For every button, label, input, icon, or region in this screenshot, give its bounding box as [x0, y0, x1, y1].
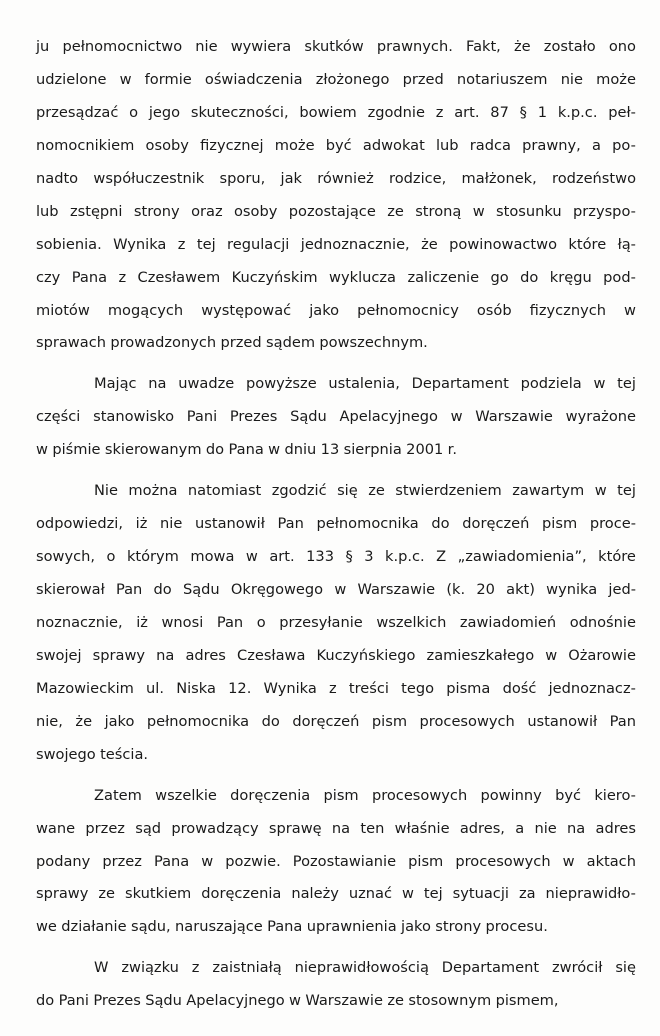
- text-line: swojego teścia.: [36, 745, 149, 763]
- text-line: nie, że jako pełnomocnika do doręczeń pism procesowych ustanowił Pan: [36, 712, 636, 730]
- text-line: w piśmie skierowanym do Pana w dniu 13 sierpnia 2001 r.: [36, 441, 457, 459]
- paragraph: [36, 780, 636, 945]
- text-line: W związku z zaistniałą nieprawidłowością Departament zwrócił się: [94, 959, 636, 977]
- text-line: sprawy ze skutkiem doręczenia należy uznać w tej sytuacji za nieprawidło-: [36, 885, 636, 903]
- text-line: udzielone w formie oświadczenia złożonego przed notariuszem nie może: [36, 70, 636, 88]
- text-line: nomocnikiem osoby fizycznej może być adwokat lub radca prawny, a po-: [36, 136, 636, 154]
- text-line: podany przez Pana w pozwie. Pozostawianie pism procesowych w aktach: [36, 852, 636, 870]
- text-line: sowych, o którym mowa w art. 133 § 3 k.p.c. Z „zawiadomienia”, które: [36, 548, 636, 566]
- text-line: wane przez sąd prowadzący sprawę na ten właśnie adres, a nie na adres: [36, 819, 636, 837]
- paragraph: [36, 31, 636, 360]
- text-line: sobienia. Wynika z tej regulacji jednoznacznie, że powinowactwo które łą-: [36, 235, 636, 253]
- text-line: do Pani Prezes Sądu Apelacyjnego w Warszawie ze stosownym pismem,: [36, 992, 559, 1010]
- text-line: Nie można natomiast zgodzić się ze stwierdzeniem zawartym w tej: [94, 482, 636, 500]
- text-line: ju pełnomocnictwo nie wywiera skutków prawnych. Fakt, że zostało ono: [36, 38, 636, 55]
- text-line: miotów mogących występować jako pełnomocnicy osób fizycznych w: [36, 301, 636, 319]
- document-body: [36, 31, 636, 1018]
- paragraph: [36, 475, 636, 771]
- paragraph: [36, 952, 636, 1018]
- text-line: lub zstępni strony oraz osoby pozostające ze stroną w stosunku przyspo-: [36, 202, 636, 220]
- text-line: swojej sprawy na adres Czesława Kuczyńskiego zamieszkałego w Ożarowie: [36, 646, 636, 664]
- text-line: Mazowieckim ul. Niska 12. Wynika z treści tego pisma dość jednoznacz-: [36, 679, 636, 697]
- text-line: nadto współuczestnik sporu, jak również rodzice, małżonek, rodzeństwo: [36, 169, 636, 187]
- text-line: części stanowisko Pani Prezes Sądu Apelacyjnego w Warszawie wyrażone: [36, 408, 636, 426]
- text-line: Zatem wszelkie doręczenia pism procesowych powinny być kiero-: [94, 786, 636, 804]
- text-line: skierował Pan do Sądu Okręgowego w Warszawie (k. 20 akt) wynika jed-: [36, 581, 636, 598]
- text-line: Mając na uwadze powyższe ustalenia, Departament podziela w tej: [94, 375, 636, 393]
- paragraph: [36, 368, 636, 467]
- text-line: czy Pana z Czesławem Kuczyńskim wyklucza zaliczenie go do kręgu pod-: [36, 268, 636, 286]
- text-line: sprawach prowadzonych przed sądem powszechnym.: [36, 334, 428, 352]
- text-line: noznacznie, iż wnosi Pan o przesyłanie wszelkich zawiadomień odnośnie: [36, 613, 636, 631]
- text-line: odpowiedzi, iż nie ustanowił Pan pełnomocnika do doręczeń pism proce-: [36, 515, 636, 533]
- text-line: przesądzać o jego skuteczności, bowiem zgodnie z art. 87 § 1 k.p.c. peł-: [36, 103, 636, 121]
- text-line: we działanie sądu, naruszające Pana uprawnienia jako strony procesu.: [36, 918, 548, 936]
